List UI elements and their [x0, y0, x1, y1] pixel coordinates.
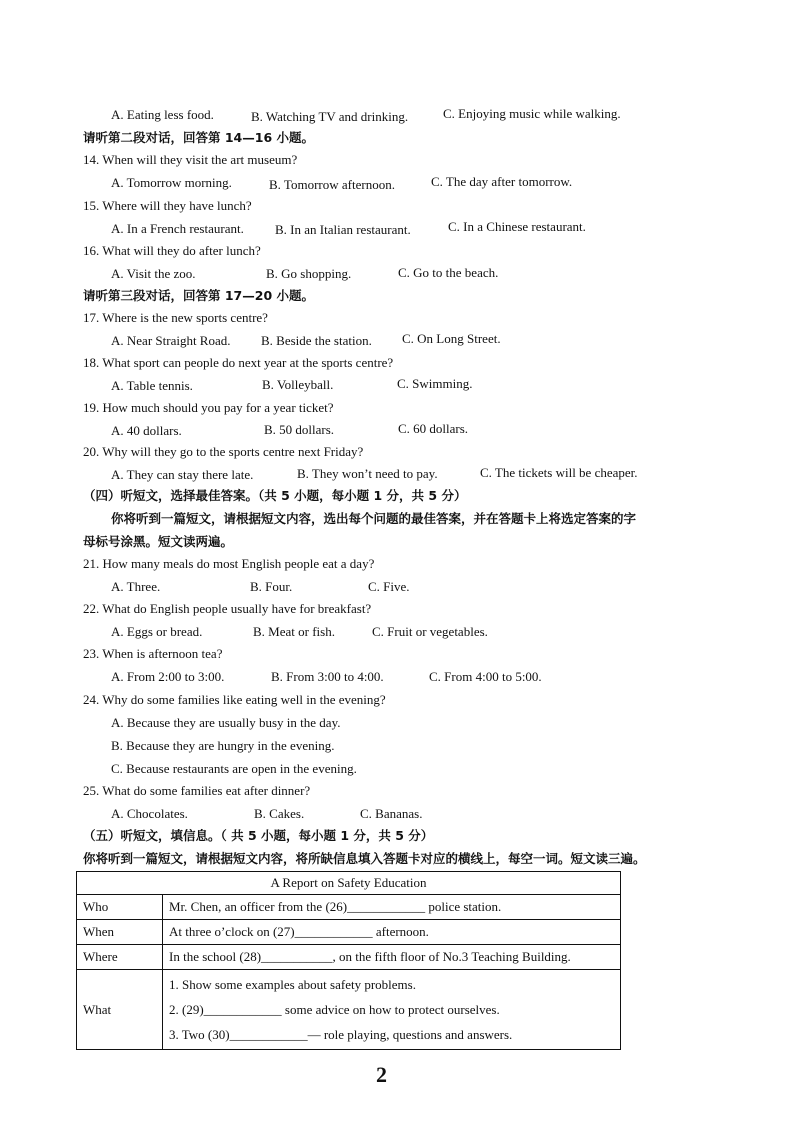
q22-option-b: B. Meat or fish. — [253, 624, 335, 639]
part4-heading: （四）听短文，选择最佳答案。（共 5 小题，每小题 1 分，共 5 分） — [83, 488, 467, 503]
q23-option-a: A. From 2:00 to 3:00. — [111, 669, 225, 684]
part4-instruction-line1: 你将听到一篇短文，请根据短文内容，选出每个问题的最佳答案，并在答题卡上将选定答案的字 — [111, 511, 637, 526]
q23-question: 23. When is afternoon tea? — [83, 646, 223, 661]
q21-question: 21. How many meals do most English people eat a day? — [83, 556, 375, 571]
what-line-2: 2. (29)____________ some advice on how to protect ourselves. — [169, 1002, 500, 1017]
q25-option-b: B. Cakes. — [254, 806, 305, 821]
q19-question: 19. How much should you pay for a year ticket? — [83, 400, 334, 415]
q13-option-c: C. Enjoying music while walking. — [443, 106, 621, 121]
table-row — [77, 945, 621, 970]
q24-option-a: A. Because they are usually busy in the day. — [111, 715, 341, 730]
q22-option-a: A. Eggs or bread. — [111, 624, 203, 639]
q20-option-b: B. They won’t need to pay. — [297, 466, 438, 481]
q21-option-c: C. Five. — [368, 579, 410, 594]
q25-option-a: A. Chocolates. — [111, 806, 188, 821]
row-label-where: Where — [77, 945, 163, 970]
q23-option-c: C. From 4:00 to 5:00. — [429, 669, 542, 684]
q17-option-c: C. On Long Street. — [402, 331, 501, 346]
q25-option-c: C. Bananas. — [360, 806, 423, 821]
q13-option-b: B. Watching TV and drinking. — [251, 109, 409, 124]
safety-report-table — [76, 871, 621, 1050]
q16-option-b: B. Go shopping. — [266, 266, 352, 281]
q18-option-b: B. Volleyball. — [262, 377, 334, 392]
q23-option-b: B. From 3:00 to 4:00. — [271, 669, 384, 684]
q14-question: 14. When will they visit the art museum? — [83, 152, 298, 167]
q14-option-a: A. Tomorrow morning. — [111, 175, 232, 190]
q18-option-a: A. Table tennis. — [111, 378, 193, 393]
part4-instruction-line2: 母标号涂黑。短文读两遍。 — [83, 534, 234, 549]
q17-option-b: B. Beside the station. — [261, 333, 372, 348]
q22-question: 22. What do English people usually have for breakfast? — [83, 601, 372, 616]
q22-option-c: C. Fruit or vegetables. — [372, 624, 488, 639]
row-content-when: At three o’clock on (27)____________ afternoon. — [163, 920, 621, 945]
page-number: 2 — [376, 1062, 387, 1087]
row-label-who: Who — [77, 895, 163, 920]
q20-question: 20. Why will they go to the sports centre next Friday? — [83, 444, 364, 459]
q24-option-b: B. Because they are hungry in the evening. — [111, 738, 335, 753]
q24-question: 24. Why do some families like eating well in the evening? — [83, 692, 386, 707]
table-row — [77, 895, 621, 920]
q14-option-c: C. The day after tomorrow. — [431, 174, 573, 189]
part5-instruction: 你将听到一篇短文，请根据短文内容，将所缺信息填入答题卡对应的横线上，每空一词。短文读三遍。 — [83, 851, 646, 866]
q20-option-c: C. The tickets will be cheaper. — [480, 465, 638, 480]
q15-option-c: C. In a Chinese restaurant. — [448, 219, 586, 234]
q16-question: 16. What will they do after lunch? — [83, 243, 261, 258]
row-content-who: Mr. Chen, an officer from the (26)____________ police station. — [163, 895, 621, 920]
q18-option-c: C. Swimming. — [397, 376, 473, 391]
table-row — [77, 970, 621, 1050]
q14-option-b: B. Tomorrow afternoon. — [269, 177, 395, 192]
q17-option-a: A. Near Straight Road. — [111, 333, 231, 348]
q25-question: 25. What do some families eat after dinner? — [83, 783, 311, 798]
q15-option-b: B. In an Italian restaurant. — [275, 222, 411, 237]
section2-instruction: 请听第二段对话，回答第 14—16 小题。 — [83, 130, 314, 145]
q13-option-a: A. Eating less food. — [111, 107, 214, 122]
table-row — [77, 920, 621, 945]
what-line-1: 1. Show some examples about safety problems. — [169, 977, 416, 992]
q24-option-c: C. Because restaurants are open in the evening. — [111, 761, 357, 776]
what-line-3: 3. Two (30)____________— role playing, questions and answers. — [169, 1027, 513, 1042]
q16-option-a: A. Visit the zoo. — [111, 266, 196, 281]
q20-option-a: A. They can stay there late. — [111, 467, 254, 482]
q21-option-b: B. Four. — [250, 579, 293, 594]
q17-question: 17. Where is the new sports centre? — [83, 310, 268, 325]
row-content-where: In the school (28)___________, on the fifth floor of No.3 Teaching Building. — [163, 945, 621, 970]
report-title: A Report on Safety Education — [77, 872, 621, 895]
q15-question: 15. Where will they have lunch? — [83, 198, 252, 213]
section3-instruction: 请听第三段对话，回答第 17—20 小题。 — [83, 288, 314, 303]
part5-heading: （五）听短文，填信息。（ 共 5 小题，每小题 1 分，共 5 分） — [83, 828, 434, 843]
q19-option-a: A. 40 dollars. — [111, 423, 182, 438]
q16-option-c: C. Go to the beach. — [398, 265, 499, 280]
q18-question: 18. What sport can people do next year at the sports centre? — [83, 355, 394, 370]
q19-option-c: C. 60 dollars. — [398, 421, 469, 436]
row-label-what: What — [77, 970, 163, 1050]
q19-option-b: B. 50 dollars. — [264, 422, 335, 437]
q21-option-a: A. Three. — [111, 579, 161, 594]
row-label-when: When — [77, 920, 163, 945]
q15-option-a: A. In a French restaurant. — [111, 221, 244, 236]
